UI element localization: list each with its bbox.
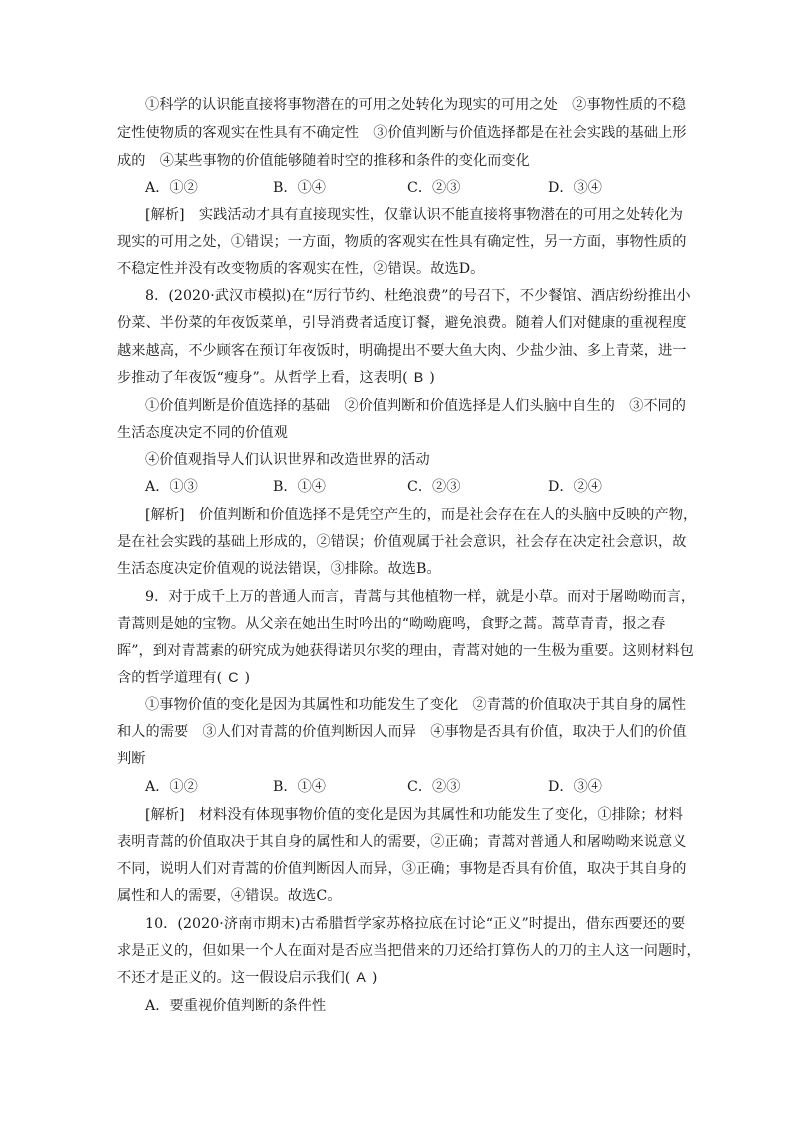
q10-answer: A	[356, 970, 366, 986]
q8-option-statement-line: ①价值判断是价值选择的基础 ②价值判断和价值选择是人们头脑中自生的 ③不同的	[145, 398, 687, 414]
q8-stem-text: 步推动了年夜饭“瘦身”。从哲学上看，这表明(	[117, 370, 408, 386]
q9-stem-text: 含的哲学道理有(	[117, 670, 223, 686]
q10-stem-line: 10．(2020·济南市期末)古希腊哲学家苏格拉底在讨论“正义”时提出，借东西要还的要	[145, 916, 686, 932]
choice-d: D．③④	[548, 180, 602, 196]
choice-a: A．①②	[145, 180, 198, 196]
q7-option-statement-line: 成的 ④某些事物的价值能够随着时空的推移和条件的变化而变化	[117, 153, 530, 169]
q8-stem-line	[117, 368, 677, 388]
q10-stem-text: 不还才是正义的。这一假设启示我们(	[117, 970, 351, 986]
q8-option-statement-line: ④价值观指导人们认识世界和改造世界的活动	[145, 452, 430, 468]
choice-c: C．②③	[407, 180, 461, 196]
q9-stem-line: 晖”，到对青蒿素的研究成为她获得诺贝尔奖的理由，青蒿对她的一生极为重要。这则材料包	[117, 643, 694, 659]
choice-b: B．①④	[273, 180, 326, 196]
q7-option-statement-line: ①科学的认识能直接将事物潜在的可用之处转化为现实的可用之处 ②事物性质的不稳	[145, 97, 687, 113]
q9-analysis-line: [解析] 材料没有体现事物价值的变化是因为其属性和功能发生了变化，①排除；材料	[145, 807, 683, 823]
choice-c: C．②③	[407, 779, 461, 795]
choice-a: A．①②	[145, 779, 198, 795]
q7-option-statement-line: 定性使物质的客观实在性具有不确定性 ③价值判断与价值选择都是在社会实践的基础上形	[117, 125, 687, 141]
q10-paren-close: )	[371, 970, 378, 986]
q9-analysis-line: 属性和人的需要，④错误。故选C。	[117, 888, 342, 904]
q8-stem-line: 8．(2020·武汉市模拟)在“厉行节约、杜绝浪费”的号召下，不少餐馆、酒店纷纷推出小	[145, 288, 691, 304]
q9-stem-line: 9．对于成千上万的普通人而言，青蒿与其他植物一样，就是小草。而对于屠呦呦而言，	[145, 589, 696, 605]
q9-paren-close: )	[244, 670, 251, 686]
q7-analysis-line: [解析] 实践活动才具有直接现实性，仅靠认识不能直接将事物潜在的可用之处转化为	[145, 207, 683, 223]
q8-stem-line: 越来越高，不少顾客在预订年夜饭时，明确提出不要大鱼大肉、少盐少油、多上青菜，进一	[117, 343, 687, 359]
q8-analysis-line: 是在社会实践的基础上形成的，②错误；价值观属于社会意识，社会存在决定社会意识，故	[117, 534, 687, 550]
q9-choices	[145, 777, 645, 797]
q7-analysis-line: 现实的可用之处，①错误；一方面，物质的客观实在性具有确定性，另一方面，事物性质的	[117, 234, 687, 250]
q8-answer: B	[413, 370, 424, 386]
q9-stem-line	[117, 668, 677, 688]
q8-analysis-line: [解析] 价值判断和价值选择不是凭空产生的，而是社会存在在人的头脑中反映的产物，	[145, 507, 698, 523]
q8-option-statement-line: 生活态度决定不同的价值观	[117, 425, 288, 441]
q8-choices	[145, 477, 645, 497]
q9-option-statement-line: ①事物价值的变化是因为其属性和功能发生了变化 ②青蒿的价值取决于其自身的属性	[145, 697, 687, 713]
choice-a: A．①③	[145, 479, 198, 495]
q8-analysis-line: 生活态度决定价值观的说法错误，③排除。故选B。	[117, 561, 441, 577]
q9-analysis-line: 表明青蒿的价值取决于其自身的属性和人的需要，②正确；青蒿对普通人和屠呦呦来说意义	[117, 834, 687, 850]
q8-paren-close: )	[429, 370, 435, 386]
q9-answer: C	[228, 670, 239, 686]
q7-analysis-line: 不稳定性并没有改变物质的客观实在性，②错误。故选D。	[117, 261, 485, 277]
q10-stem-line: 求是正义的，但如果一个人在面对是否应当把借来的刀还给打算伤人的刀的主人这一问题时，	[117, 943, 701, 959]
choice-b: B．①④	[273, 779, 326, 795]
q9-analysis-line: 不同，说明人们对青蒿的价值判断因人而异，③正确；事物是否具有价值，取决于其自身的	[117, 861, 687, 877]
q10-stem-line	[117, 968, 677, 988]
choice-d: D．③④	[548, 779, 602, 795]
q9-option-statement-line: 和人的需要 ③人们对青蒿的价值判断因人而异 ④事物是否具有价值，取决于人们的价值	[117, 724, 687, 740]
q7-choices	[145, 178, 645, 198]
q9-stem-line: 青蒿则是她的宝物。从父亲在她出生时吟出的“呦呦鹿鸣，食野之蒿。蒿草青青，报之春	[117, 616, 666, 632]
choice-d: D．②④	[548, 479, 602, 495]
q9-option-statement-line: 判断	[117, 751, 146, 767]
q8-stem-line: 份菜、半份菜的年夜饭菜单，引导消费者适度订餐，避免浪费。随着人们对健康的重视程度	[117, 315, 687, 331]
choice-b: B．①④	[273, 479, 326, 495]
choice-c: C．②③	[407, 479, 461, 495]
q10-choice-a: A．要重视价值判断的条件性	[145, 998, 327, 1014]
